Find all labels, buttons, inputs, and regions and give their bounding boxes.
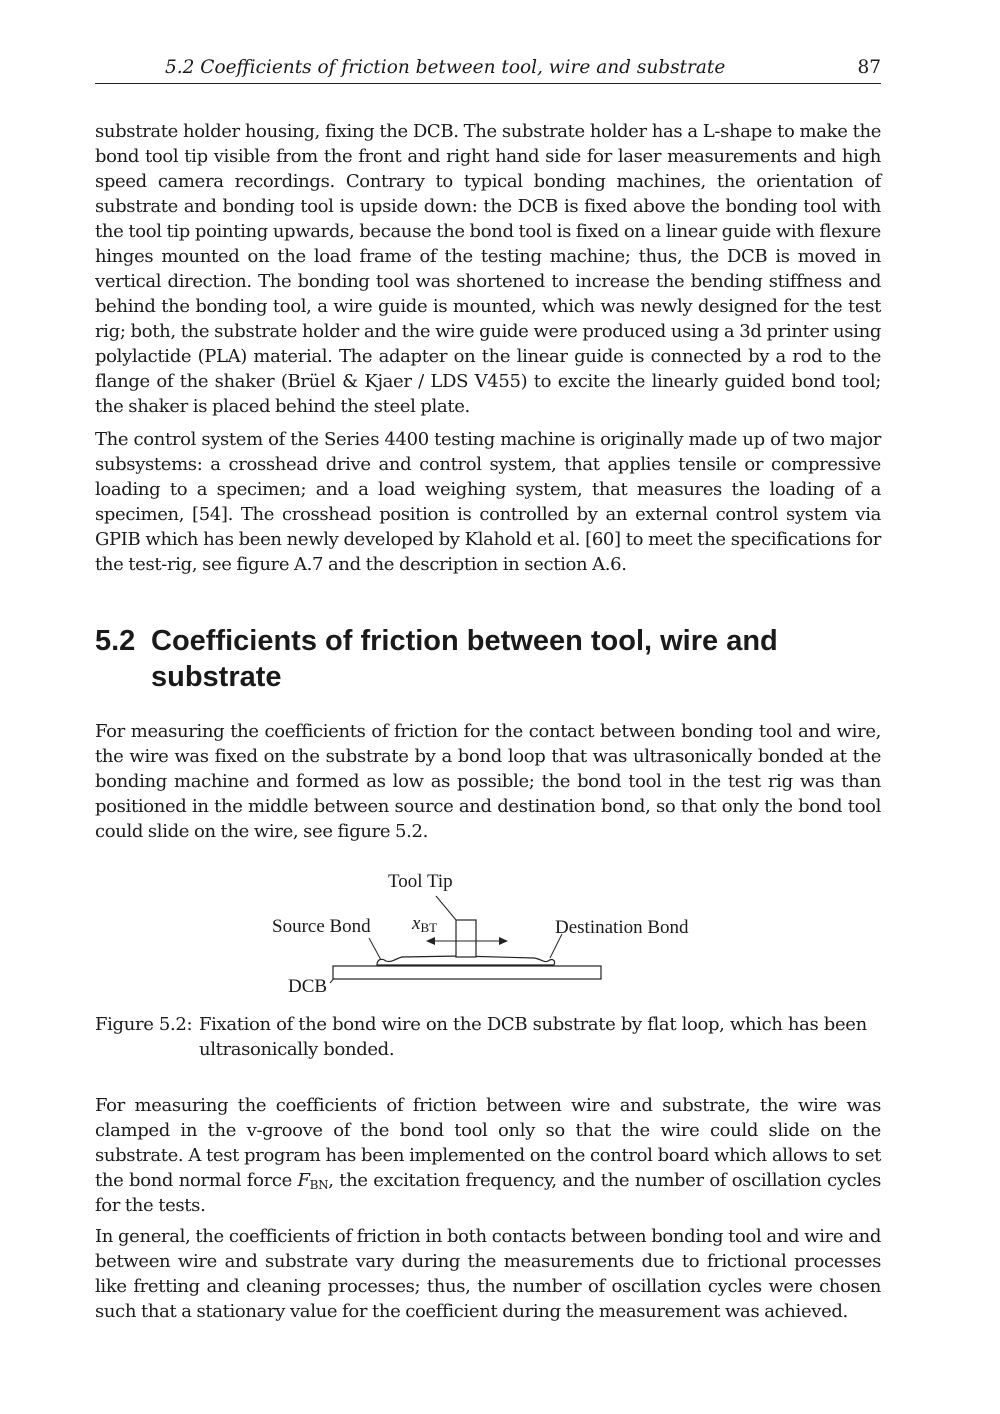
displacement-arrow-right — [499, 937, 508, 945]
bond-tool-tip — [456, 920, 476, 957]
tool-tip-leader — [436, 896, 456, 920]
section-title: Coefficients of friction between tool, wire and substrate — [151, 625, 778, 693]
paragraph-text-start: For measuring the coefficients of friction between wire and substrate, the wire was clamped in the v-groove of the bond tool only so that the wire could slide on the substrate. A test program has been implemented on the control board which allows to set the bond normal force — [95, 1095, 881, 1191]
paragraph-oscillation-cycles: In general, the coefficients of friction in both contacts between bonding tool and wire and between wire and substrate vary during the measurements due to frictional processes like fretting and cleaning processes; thus, the number of oscillation cycles were chosen such that a stationary value for the coefficient during the measurement was achieved. — [95, 1226, 881, 1322]
paragraph-text-end: , the excitation frequency, and the number of oscillation cycles for the tests. — [95, 1170, 881, 1216]
running-header — [95, 56, 881, 84]
bond-normal-force-subscript: BN — [309, 1178, 329, 1192]
dcb-substrate — [333, 966, 601, 979]
running-title: 5.2 Coefficients of friction between tool, wire and substrate — [165, 57, 726, 78]
figure-bond-wire-fixation — [260, 862, 720, 1002]
destination-bond-label: Destination Bond — [555, 917, 689, 938]
paragraph-substrate-holder: substrate holder housing, fixing the DCB. The substrate holder has a L-shape to make the bond tool tip visible from the front and right hand side for laser measurements and high speed camera recordings. Contrary to typical bonding machines, the orientation of substrate and bonding tool is upside down: the DCB is fixed above the bonding tool with the tool tip pointing upwards, because the bond tool is fixed on a linear guide with flexure hinges mounted on the load frame of the testing machine; thus, the DCB is moved in vertical direction. The bonding tool was shortened to increase the bending stiffness and behind the bonding tool, a wire guide is mounted, which was newly designed for the test rig; both, the substrate holder and the wire guide were produced using a 3d printer using polylactide (PLA) material. The adapter on the linear guide is connected by a rod to the flange of the shaker (Brüel & Kjaer / LDS V455) to excite the linearly guided bond tool; the shaker is placed behind the steel plate. — [95, 121, 881, 417]
tool-tip-label: Tool Tip — [388, 871, 453, 892]
figure-caption-label: Figure 5.2: — [95, 1014, 193, 1035]
section-number: 5.2 — [95, 625, 136, 657]
source-bond-leader — [369, 938, 381, 960]
bond-normal-force-symbol: F — [297, 1170, 310, 1191]
paragraph-tool-wire-friction: For measuring the coefficients of friction for the contact between bonding tool and wire, the wire was fixed on the substrate by a bond loop that was ultrasonically bonded at the bonding machine and formed as low as possible; the bond tool in the test rig was than positioned in the middle between source and destination bond, so that only the bond tool could slide on the wire, see figure 5.2. — [95, 721, 881, 842]
displacement-arrow-left — [426, 937, 435, 945]
figure-caption-text: Fixation of the bond wire on the DCB substrate by flat loop, which has been ultrasonically bonded. — [199, 1014, 867, 1060]
source-bond-label: Source Bond — [272, 916, 371, 937]
bond-wire-diagram — [260, 862, 720, 1002]
page-number: 87 — [857, 57, 881, 78]
paragraph-control-system: The control system of the Series 4400 testing machine is originally made up of two major subsystems: a crosshead drive and control system, that applies tensile or compressive loading to a specimen; and a load weighing system, that measures the loading of a specimen, [54]. The crosshead position is controlled by an external control system via GPIB which has been newly developed by Klahold et al. [60] to meet the specifications for the test-rig, see figure A.7 and the description in section A.6. — [95, 429, 881, 575]
dcb-label: DCB — [288, 976, 328, 997]
displacement-symbol: xBT — [412, 913, 438, 935]
paragraph-wire-substrate-friction — [95, 1093, 881, 1218]
